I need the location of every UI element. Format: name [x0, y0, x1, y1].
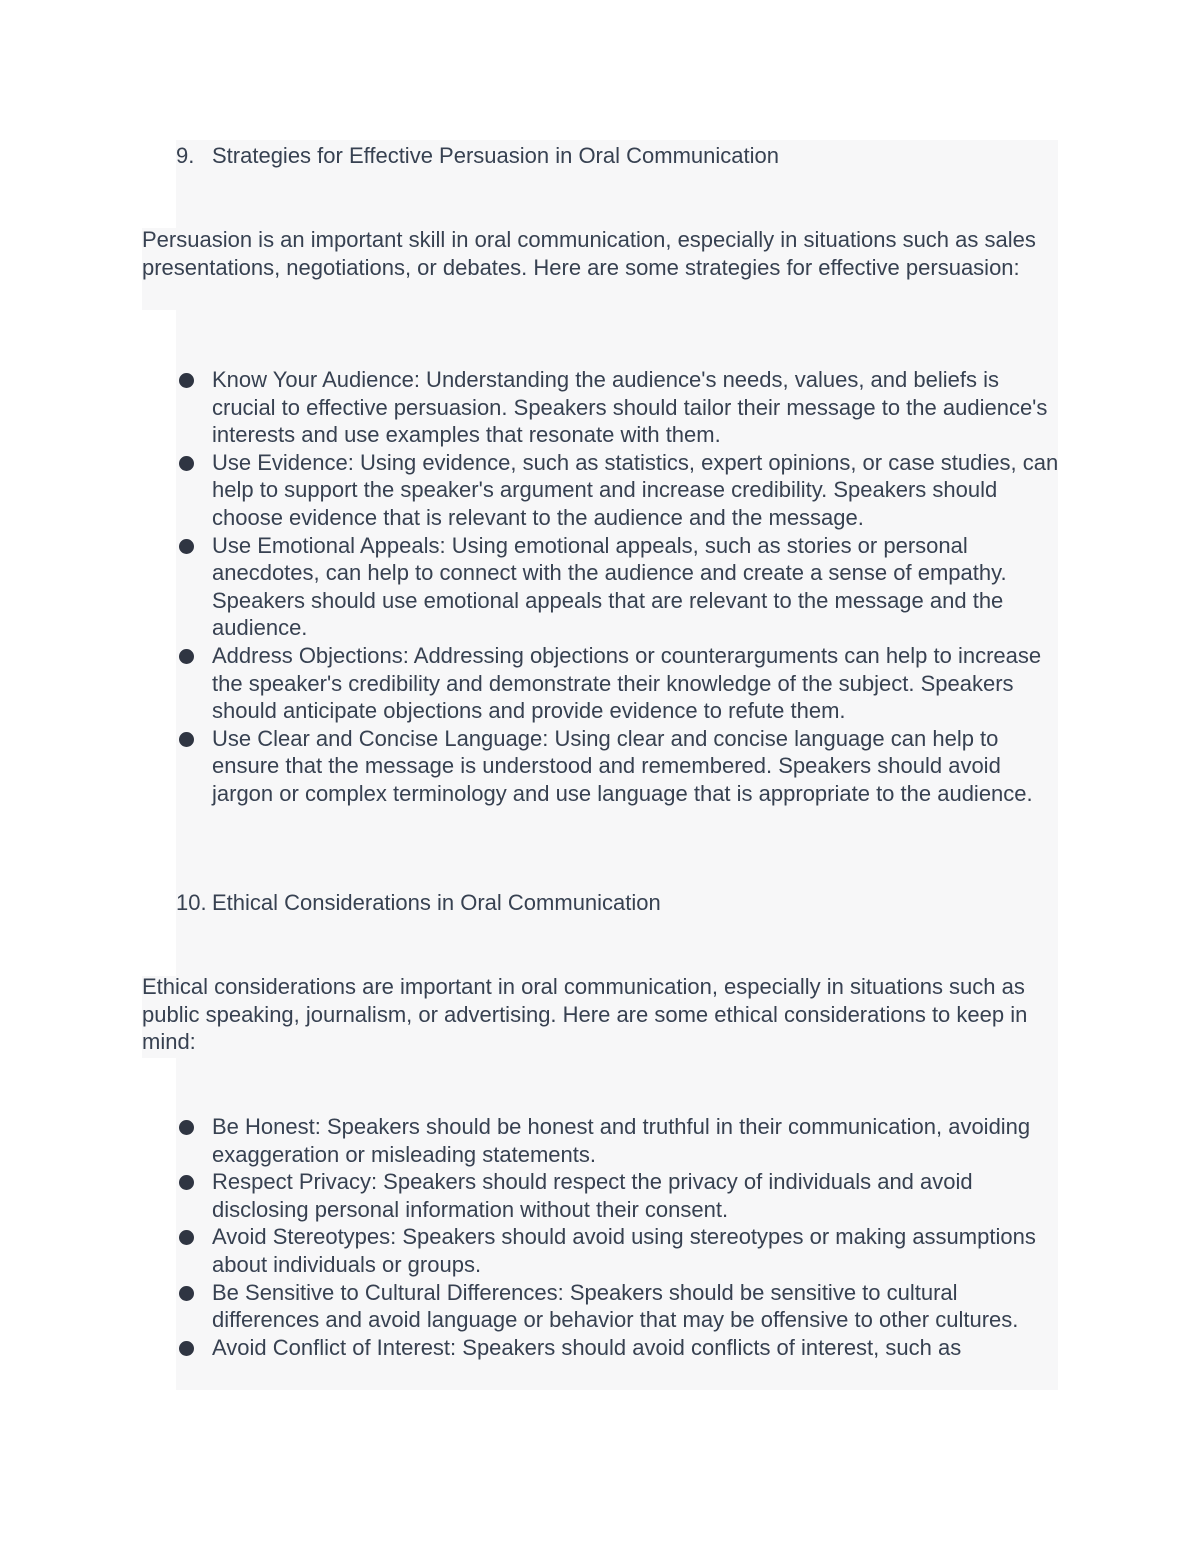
section-10-number: 10. — [176, 890, 207, 915]
list-item: Know Your Audience: Understanding the audience's needs, values, and beliefs is crucial to effective persuasion. Speakers should tailor their message to the audience's interests and use examples that resonate with them. — [176, 366, 1064, 449]
bullet-icon — [179, 1175, 194, 1190]
bullet-icon — [179, 1230, 194, 1245]
bullet-icon — [179, 1341, 194, 1356]
section-10-heading — [176, 889, 661, 917]
bullet-icon — [179, 649, 194, 664]
bullet-icon — [179, 1286, 194, 1301]
list-item: Use Clear and Concise Language: Using clear and concise language can help to ensure that the message is understood and remembered. Speakers should avoid jargon or complex terminology and use language that is appropriate to the audience. — [176, 725, 1064, 808]
section-9-heading — [176, 142, 779, 170]
list-item: Respect Privacy: Speakers should respect the privacy of individuals and avoid disclosing personal information without their consent. — [176, 1168, 1064, 1223]
section-9-number: 9. — [176, 143, 195, 168]
bullet-icon — [179, 1120, 194, 1135]
list-item: Address Objections: Addressing objections or counterarguments can help to increase the speaker's credibility and demonstrate their knowledge of the subject. Speakers should anticipate objections and provide evidence to refute them. — [176, 642, 1064, 725]
bullet-icon — [179, 456, 194, 471]
list-item: Be Honest: Speakers should be honest and truthful in their communication, avoiding exaggeration or misleading statements. — [176, 1113, 1064, 1168]
bullet-icon — [179, 539, 194, 554]
bullet-icon — [179, 732, 194, 747]
list-item: Be Sensitive to Cultural Differences: Speakers should be sensitive to cultural differences and avoid language or behavior that may be offensive to other cultures. — [176, 1279, 1064, 1334]
bullet-icon — [179, 373, 194, 388]
section-9-intro: Persuasion is an important skill in oral communication, especially in situations such as sales presentations, negotiations, or debates. Here are some strategies for effective persuasion: — [142, 227, 1036, 280]
list-item: Avoid Stereotypes: Speakers should avoid using stereotypes or making assumptions about individuals or groups. — [176, 1223, 1064, 1278]
section-10-intro: Ethical considerations are important in oral communication, especially in situations such as public speaking, journalism, or advertising. Here are some ethical considerations to keep in mind: — [142, 974, 1028, 1055]
section-9-title: Strategies for Effective Persuasion in Oral Communication — [212, 143, 779, 168]
list-item: Use Evidence: Using evidence, such as statistics, expert opinions, or case studies, can help to support the speaker's argument and increase credibility. Speakers should choose evidence that is relevant to the audience and the message. — [176, 449, 1064, 532]
section-10-title: Ethical Considerations in Oral Communication — [212, 890, 661, 915]
section-9-list — [176, 366, 1064, 808]
section-10-list — [176, 1113, 1064, 1361]
list-item: Avoid Conflict of Interest: Speakers should avoid conflicts of interest, such as — [176, 1334, 1064, 1362]
list-item: Use Emotional Appeals: Using emotional appeals, such as stories or personal anecdotes, can help to connect with the audience and create a sense of empathy. Speakers should use emotional appeals that are relevant to the message and the audience. — [176, 532, 1064, 642]
